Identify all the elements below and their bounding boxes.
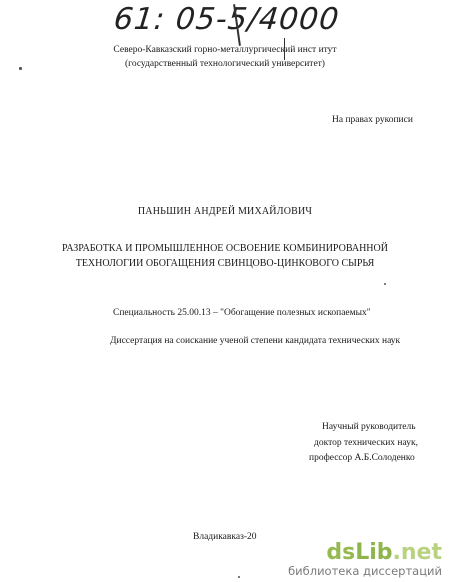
supervisor-degree: доктор технических наук, — [314, 438, 418, 448]
city-year: Владикавказ-20 — [193, 532, 257, 542]
scan-speck — [238, 576, 240, 578]
title-line-2: ТЕХНОЛОГИИ ОБОГАЩЕНИЯ СВИНЦОВО-ЦИНКОВОГО СЫРЬЯ — [75, 258, 375, 269]
author-name: ПАНЬШИН АНДРЕЙ МИХАЙЛОВИЧ — [137, 206, 313, 217]
dslib-logo: dsLib.net — [326, 540, 442, 565]
handwritten-catalog-number: 61: 05-5/4000 — [112, 2, 342, 37]
title-line-1: РАЗРАБОТКА И ПРОМЫШЛЕННОЕ ОСВОЕНИЕ КОМБИНИРОВАННОЙ — [62, 243, 388, 254]
institute-name: Северо-Кавказский горно-металлургический инст итут — [113, 45, 337, 55]
scan-speck — [384, 283, 386, 285]
institute-subtitle: (государственный технологический университет) — [125, 59, 325, 69]
dslib-watermark — [288, 542, 442, 578]
dslib-subtitle: библиотека диссертаций — [288, 564, 442, 578]
supervisor-label: Научный руководитель — [322, 422, 416, 432]
manuscript-rights-note: На правах рукописи — [332, 115, 413, 125]
scan-speck — [19, 67, 22, 70]
specialty-line: Специальность 25.00.13 – "Обогащение полезных ископаемых" — [113, 308, 371, 318]
dissertation-degree-line: Диссертация на соискание ученой степени кандидата технических наук — [110, 336, 401, 346]
supervisor-name: профессор А.Б.Солоденко — [309, 453, 415, 463]
